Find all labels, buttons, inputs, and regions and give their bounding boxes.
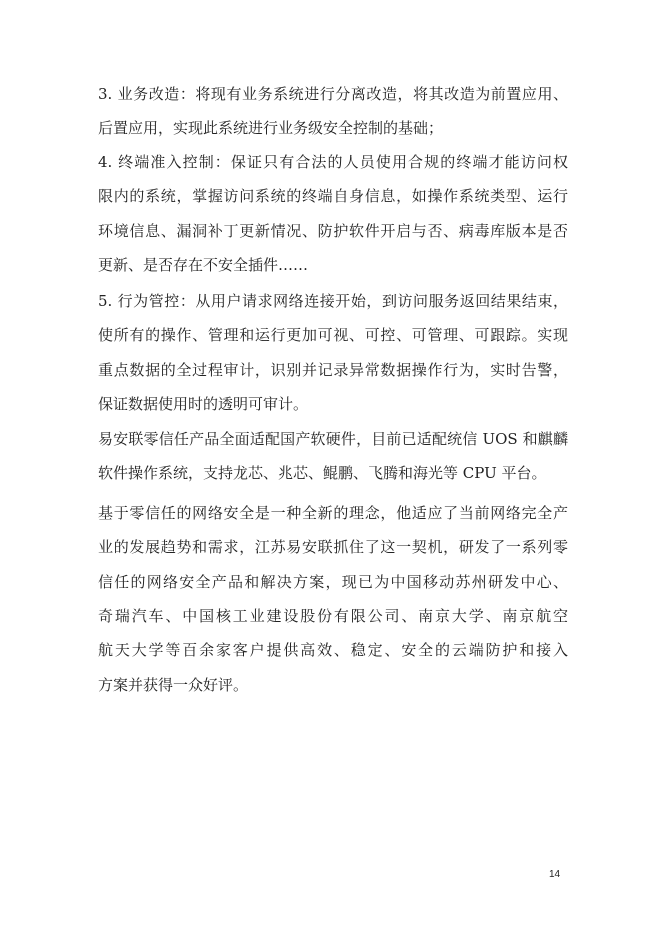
page-number: 14 xyxy=(549,869,561,880)
text-line: 航天大学等百余家客户提供高效、稳定、安全的云端防护和接入 xyxy=(98,641,568,659)
text-line: 基于零信任的网络安全是一种全新的理念，他适应了当前网络完全产 xyxy=(98,504,568,522)
text-line: 4. 终端准入控制：保证只有合法的人员使用合规的终端才能访问权 xyxy=(98,153,568,171)
text-line: 重点数据的全过程审计，识别并记录异常数据操作行为，实时告警， xyxy=(98,361,568,379)
text-line: 业的发展趋势和需求，江苏易安联抓住了这一契机，研发了一系列零 xyxy=(98,538,568,556)
text-line: 信任的网络安全产品和解决方案，现已为中国移动苏州研发中心、 xyxy=(98,573,568,591)
text-line: 3. 业务改造：将现有业务系统进行分离改造，将其改造为前置应用、 xyxy=(98,85,568,103)
text-line: 易安联零信任产品全面适配国产软硬件，目前已适配统信 UOS 和麒麟 xyxy=(98,430,568,448)
text-line: 保证数据使用时的透明可审计。 xyxy=(98,395,309,413)
text-line: 更新、是否存在不安全插件…… xyxy=(98,256,309,274)
text-line: 软件操作系统，支持龙芯、兆芯、鲲鹏、飞腾和海光等 CPU 平台。 xyxy=(98,464,547,482)
text-line: 方案并获得一众好评。 xyxy=(98,676,249,694)
text-line: 5. 行为管控：从用户请求网络连接开始，到访问服务返回结果结束， xyxy=(98,292,568,310)
text-line: 限内的系统，掌握访问系统的终端自身信息，如操作系统类型、运行 xyxy=(98,187,568,205)
text-line: 环境信息、漏洞补丁更新情况、防护软件开启与否、病毒库版本是否 xyxy=(98,222,568,240)
text-line: 后置应用，实现此系统进行业务级安全控制的基础； xyxy=(98,119,444,137)
text-line: 使所有的操作、管理和运行更加可视、可控、可管理、可跟踪。实现 xyxy=(98,326,568,344)
text-line: 奇瑞汽车、中国核工业建设股份有限公司、南京大学、南京航空 xyxy=(98,607,568,625)
